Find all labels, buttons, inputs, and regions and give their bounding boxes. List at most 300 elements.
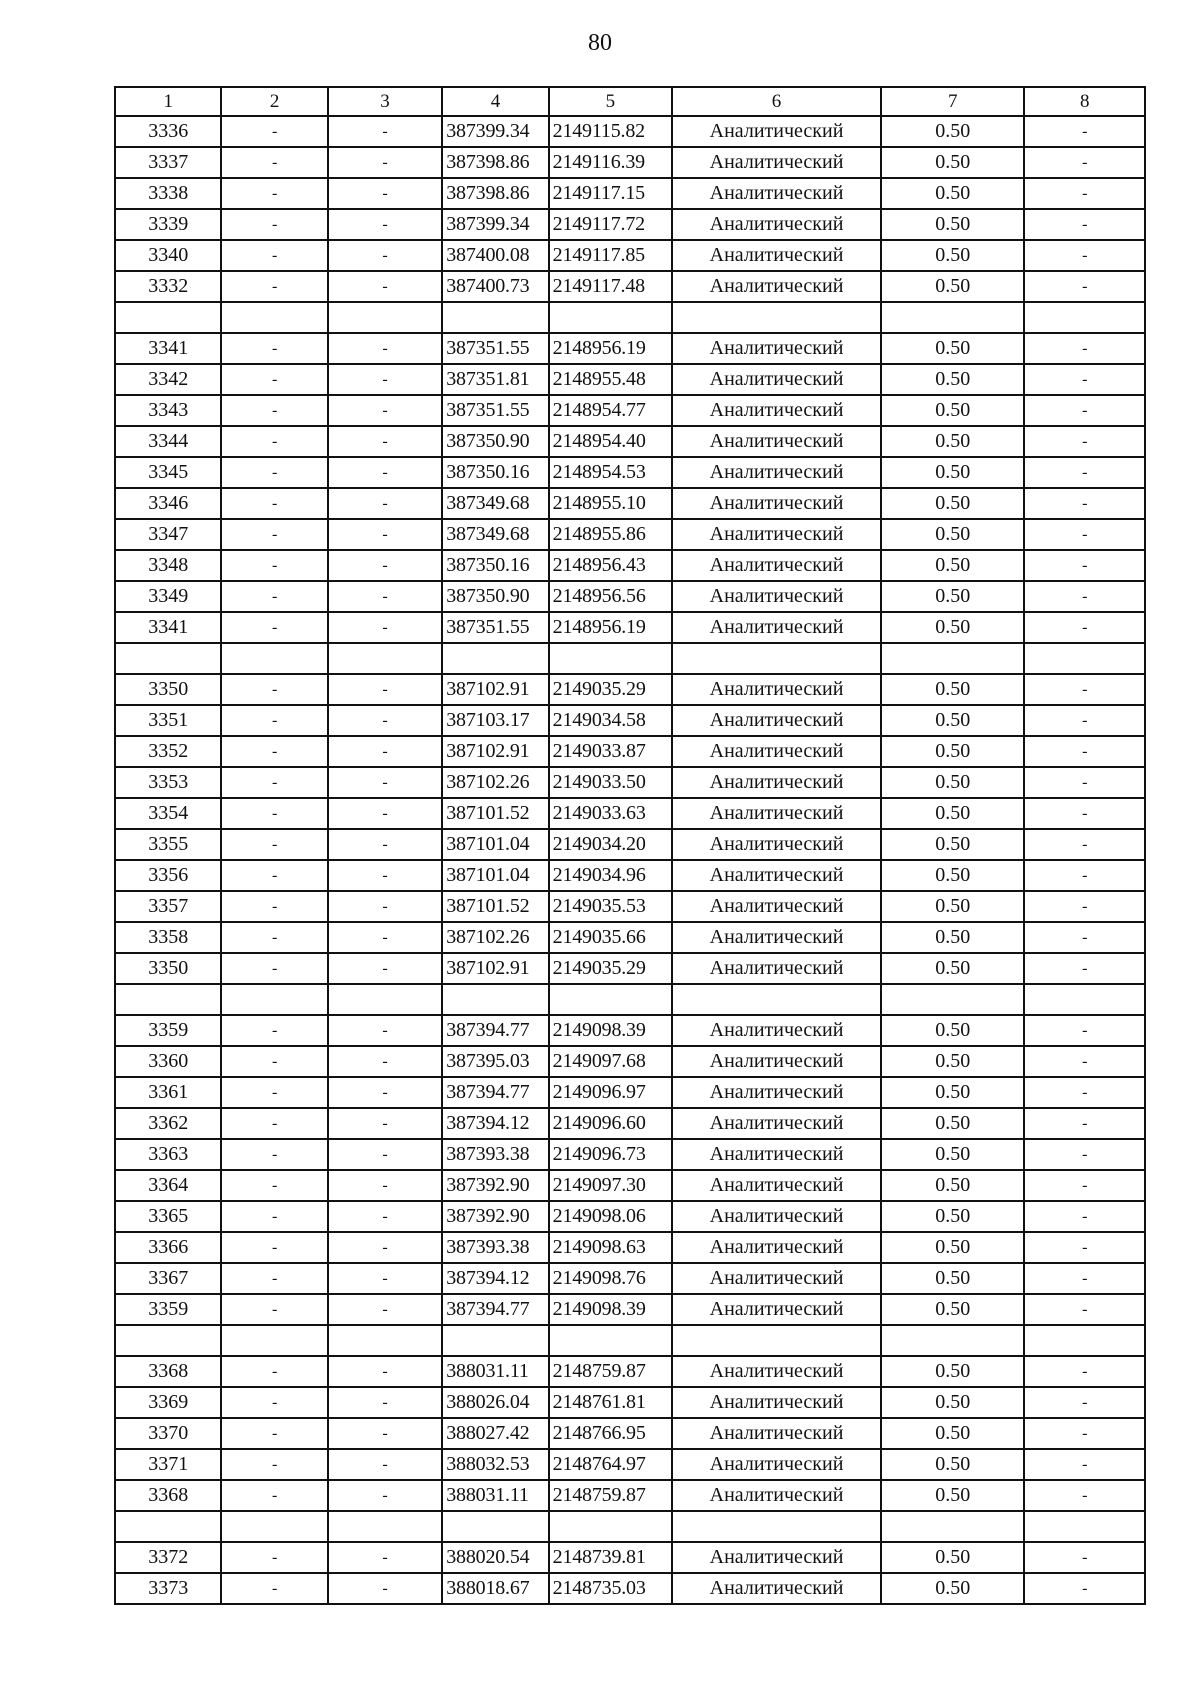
- table-cell: 2148735.03: [549, 1573, 672, 1604]
- table-cell: -: [328, 457, 442, 488]
- table-cell: 2149033.63: [549, 798, 672, 829]
- table-cell: 387351.55: [442, 612, 548, 643]
- table-cell: 0.50: [881, 581, 1025, 612]
- empty-cell: [328, 1511, 442, 1542]
- table-row: [115, 1139, 1145, 1170]
- table-cell: -: [221, 333, 327, 364]
- table-cell: -: [328, 1294, 442, 1325]
- table-cell: 2149098.39: [549, 1294, 672, 1325]
- table-cell: 387351.55: [442, 333, 548, 364]
- table-cell: 0.50: [881, 1263, 1025, 1294]
- table-row: [115, 1263, 1145, 1294]
- table-cell: -: [328, 1201, 442, 1232]
- table-cell: -: [328, 333, 442, 364]
- table-cell: Аналитический: [672, 1015, 881, 1046]
- table-cell: Аналитический: [672, 457, 881, 488]
- empty-cell: [672, 1511, 881, 1542]
- table-cell: 2148955.86: [549, 519, 672, 550]
- table-cell: 3373: [115, 1573, 221, 1604]
- table-cell: 2148954.53: [549, 457, 672, 488]
- table-cell: 3365: [115, 1201, 221, 1232]
- table-cell: 387392.90: [442, 1201, 548, 1232]
- table-cell: Аналитический: [672, 1542, 881, 1573]
- table-row: [115, 1015, 1145, 1046]
- empty-cell: [328, 1325, 442, 1356]
- table-cell: 387399.34: [442, 209, 548, 240]
- empty-cell: [672, 643, 881, 674]
- table-cell: -: [221, 1201, 327, 1232]
- table-cell: 0.50: [881, 1232, 1025, 1263]
- table-cell: -: [1024, 1108, 1145, 1139]
- table-cell: -: [221, 550, 327, 581]
- table-row: [115, 1108, 1145, 1139]
- table-cell: -: [328, 395, 442, 426]
- table-cell: 0.50: [881, 674, 1025, 705]
- table-cell: 3366: [115, 1232, 221, 1263]
- table-row: [115, 1573, 1145, 1604]
- table-cell: -: [328, 1170, 442, 1201]
- table-cell: -: [328, 488, 442, 519]
- table-row: [115, 1480, 1145, 1511]
- table-cell: -: [328, 860, 442, 891]
- table-cell: 0.50: [881, 922, 1025, 953]
- table-cell: 0.50: [881, 457, 1025, 488]
- table-cell: 0.50: [881, 705, 1025, 736]
- table-row: [115, 271, 1145, 302]
- table-row: [115, 395, 1145, 426]
- table-cell: -: [1024, 209, 1145, 240]
- empty-cell: [881, 984, 1025, 1015]
- empty-cell: [115, 643, 221, 674]
- empty-cell: [549, 643, 672, 674]
- table-cell: 3339: [115, 209, 221, 240]
- table-cell: Аналитический: [672, 1418, 881, 1449]
- table-cell: 387350.90: [442, 581, 548, 612]
- table-cell: 387394.77: [442, 1015, 548, 1046]
- table-cell: -: [221, 1480, 327, 1511]
- empty-cell: [1024, 984, 1145, 1015]
- table-cell: Аналитический: [672, 1573, 881, 1604]
- separator-row: [115, 643, 1145, 674]
- table-cell: 2149096.73: [549, 1139, 672, 1170]
- table-cell: -: [1024, 953, 1145, 984]
- table-cell: 2149035.29: [549, 674, 672, 705]
- table-cell: 3359: [115, 1015, 221, 1046]
- table-cell: 2149098.39: [549, 1015, 672, 1046]
- table-cell: -: [328, 271, 442, 302]
- table-cell: 2149098.06: [549, 1201, 672, 1232]
- table-row: [115, 674, 1145, 705]
- table-cell: 387395.03: [442, 1046, 548, 1077]
- table-cell: 0.50: [881, 1015, 1025, 1046]
- table-cell: -: [1024, 1418, 1145, 1449]
- table-cell: Аналитический: [672, 333, 881, 364]
- table-cell: 2149096.60: [549, 1108, 672, 1139]
- table-cell: -: [1024, 1573, 1145, 1604]
- table-cell: 3337: [115, 147, 221, 178]
- table-cell: 2149035.29: [549, 953, 672, 984]
- table-cell: -: [221, 891, 327, 922]
- table-cell: Аналитический: [672, 1387, 881, 1418]
- table-cell: Аналитический: [672, 550, 881, 581]
- table-cell: 387400.08: [442, 240, 548, 271]
- table-cell: 3359: [115, 1294, 221, 1325]
- table-cell: 0.50: [881, 767, 1025, 798]
- table-cell: -: [328, 1573, 442, 1604]
- table-row: [115, 488, 1145, 519]
- table-cell: 387102.91: [442, 953, 548, 984]
- table-cell: -: [221, 1232, 327, 1263]
- table-cell: 3341: [115, 333, 221, 364]
- table-cell: 0.50: [881, 209, 1025, 240]
- table-cell: Аналитический: [672, 240, 881, 271]
- table-cell: -: [328, 581, 442, 612]
- table-cell: -: [221, 1449, 327, 1480]
- table-cell: 387394.12: [442, 1263, 548, 1294]
- table-cell: 387400.73: [442, 271, 548, 302]
- table-cell: -: [1024, 581, 1145, 612]
- table-cell: -: [221, 116, 327, 147]
- table-cell: -: [1024, 116, 1145, 147]
- table-cell: 0.50: [881, 1077, 1025, 1108]
- table-cell: Аналитический: [672, 1480, 881, 1511]
- table-cell: 2149034.20: [549, 829, 672, 860]
- table-cell: Аналитический: [672, 674, 881, 705]
- column-header: 4: [442, 87, 548, 116]
- table-row: [115, 519, 1145, 550]
- table-cell: Аналитический: [672, 891, 881, 922]
- empty-cell: [115, 302, 221, 333]
- empty-cell: [672, 984, 881, 1015]
- table-cell: -: [1024, 1387, 1145, 1418]
- table-cell: 0.50: [881, 364, 1025, 395]
- table-cell: 3344: [115, 426, 221, 457]
- table-row: [115, 612, 1145, 643]
- table-cell: Аналитический: [672, 705, 881, 736]
- column-header: 6: [672, 87, 881, 116]
- table-cell: 0.50: [881, 488, 1025, 519]
- table-cell: 387350.16: [442, 457, 548, 488]
- table-cell: 2148739.81: [549, 1542, 672, 1573]
- table-row: [115, 829, 1145, 860]
- table-cell: -: [1024, 1480, 1145, 1511]
- table-cell: -: [221, 1542, 327, 1573]
- empty-cell: [328, 302, 442, 333]
- table-cell: 2149117.15: [549, 178, 672, 209]
- table-row: [115, 767, 1145, 798]
- table-cell: 0.50: [881, 891, 1025, 922]
- table-cell: Аналитический: [672, 519, 881, 550]
- table-cell: 2149097.30: [549, 1170, 672, 1201]
- empty-cell: [549, 1325, 672, 1356]
- table-cell: -: [328, 1232, 442, 1263]
- table-cell: -: [328, 116, 442, 147]
- table-cell: -: [1024, 395, 1145, 426]
- table-cell: -: [221, 1015, 327, 1046]
- table-cell: -: [221, 209, 327, 240]
- table-cell: 0.50: [881, 147, 1025, 178]
- table-cell: Аналитический: [672, 1201, 881, 1232]
- table-cell: Аналитический: [672, 116, 881, 147]
- table-cell: 387102.91: [442, 736, 548, 767]
- table-row: [115, 1046, 1145, 1077]
- table-cell: -: [1024, 1263, 1145, 1294]
- table-cell: -: [221, 271, 327, 302]
- table-cell: -: [1024, 612, 1145, 643]
- table-cell: Аналитический: [672, 426, 881, 457]
- table-cell: 2148956.43: [549, 550, 672, 581]
- table-cell: 3368: [115, 1356, 221, 1387]
- empty-cell: [115, 1325, 221, 1356]
- table-row: [115, 1077, 1145, 1108]
- table-cell: -: [221, 953, 327, 984]
- table-row: [115, 1170, 1145, 1201]
- table-cell: Аналитический: [672, 1449, 881, 1480]
- empty-cell: [328, 643, 442, 674]
- table-cell: -: [1024, 1201, 1145, 1232]
- table-cell: 3336: [115, 116, 221, 147]
- table-cell: 3338: [115, 178, 221, 209]
- table-cell: -: [1024, 1139, 1145, 1170]
- table-cell: -: [1024, 1015, 1145, 1046]
- table-cell: 388020.54: [442, 1542, 548, 1573]
- empty-cell: [1024, 643, 1145, 674]
- table-cell: -: [1024, 1077, 1145, 1108]
- table-cell: Аналитический: [672, 1263, 881, 1294]
- table-row: [115, 798, 1145, 829]
- table-cell: 0.50: [881, 1139, 1025, 1170]
- table-cell: -: [328, 705, 442, 736]
- table-cell: Аналитический: [672, 767, 881, 798]
- table-cell: 2148955.48: [549, 364, 672, 395]
- table-cell: 0.50: [881, 178, 1025, 209]
- table-row: [115, 581, 1145, 612]
- table-cell: 2148766.95: [549, 1418, 672, 1449]
- table-cell: 0.50: [881, 1170, 1025, 1201]
- table-cell: 2148956.19: [549, 612, 672, 643]
- empty-cell: [221, 984, 327, 1015]
- column-header: 5: [549, 87, 672, 116]
- table-cell: -: [328, 550, 442, 581]
- table-cell: -: [1024, 1294, 1145, 1325]
- empty-cell: [221, 1325, 327, 1356]
- table-cell: -: [1024, 1170, 1145, 1201]
- table-cell: 2148759.87: [549, 1356, 672, 1387]
- table-cell: -: [328, 1108, 442, 1139]
- table-cell: 387394.77: [442, 1077, 548, 1108]
- table-cell: -: [221, 488, 327, 519]
- empty-cell: [672, 1325, 881, 1356]
- table-cell: 2149035.66: [549, 922, 672, 953]
- table-cell: 0.50: [881, 1542, 1025, 1573]
- table-cell: 387398.86: [442, 178, 548, 209]
- table-cell: Аналитический: [672, 1170, 881, 1201]
- table-cell: 2149033.50: [549, 767, 672, 798]
- table-cell: 3345: [115, 457, 221, 488]
- table-cell: 2149115.82: [549, 116, 672, 147]
- table-cell: 0.50: [881, 1294, 1025, 1325]
- table-cell: -: [328, 1046, 442, 1077]
- table-cell: Аналитический: [672, 395, 881, 426]
- table-cell: 0.50: [881, 116, 1025, 147]
- table-cell: -: [221, 705, 327, 736]
- table-cell: -: [1024, 147, 1145, 178]
- table-cell: 2149098.76: [549, 1263, 672, 1294]
- table-row: [115, 178, 1145, 209]
- table-cell: -: [328, 209, 442, 240]
- table-cell: 0.50: [881, 798, 1025, 829]
- table-cell: 2148955.10: [549, 488, 672, 519]
- table-row: [115, 426, 1145, 457]
- table-cell: 388031.11: [442, 1356, 548, 1387]
- table-cell: -: [328, 519, 442, 550]
- separator-row: [115, 984, 1145, 1015]
- table-cell: Аналитический: [672, 1077, 881, 1108]
- table-cell: Аналитический: [672, 860, 881, 891]
- table-cell: -: [221, 922, 327, 953]
- page-number: 80: [588, 30, 612, 56]
- table-cell: 3343: [115, 395, 221, 426]
- table-cell: 3348: [115, 550, 221, 581]
- empty-cell: [881, 1325, 1025, 1356]
- table-cell: 387101.04: [442, 829, 548, 860]
- column-header: 7: [881, 87, 1025, 116]
- empty-cell: [881, 1511, 1025, 1542]
- table-cell: 3332: [115, 271, 221, 302]
- table-cell: Аналитический: [672, 147, 881, 178]
- table-cell: -: [1024, 1356, 1145, 1387]
- table-cell: 3370: [115, 1418, 221, 1449]
- table-cell: -: [1024, 736, 1145, 767]
- table-cell: 3372: [115, 1542, 221, 1573]
- empty-cell: [221, 302, 327, 333]
- table-cell: -: [328, 736, 442, 767]
- table-cell: -: [328, 612, 442, 643]
- table-cell: -: [221, 674, 327, 705]
- table-cell: 3361: [115, 1077, 221, 1108]
- table-cell: 3350: [115, 953, 221, 984]
- table-cell: 3341: [115, 612, 221, 643]
- table-cell: 387351.55: [442, 395, 548, 426]
- table-cell: -: [221, 581, 327, 612]
- table-cell: -: [221, 736, 327, 767]
- table-cell: 387349.68: [442, 519, 548, 550]
- table-row: [115, 922, 1145, 953]
- table-cell: -: [221, 364, 327, 395]
- table-cell: -: [328, 1387, 442, 1418]
- table-row: [115, 705, 1145, 736]
- table-cell: Аналитический: [672, 1356, 881, 1387]
- table-cell: -: [221, 612, 327, 643]
- table-cell: 387399.34: [442, 116, 548, 147]
- table-cell: -: [221, 1139, 327, 1170]
- table-cell: 3363: [115, 1139, 221, 1170]
- table-cell: -: [328, 1542, 442, 1573]
- empty-cell: [115, 984, 221, 1015]
- table-cell: 3347: [115, 519, 221, 550]
- coordinates-table: [114, 86, 1146, 1605]
- table-cell: 3371: [115, 1449, 221, 1480]
- table-cell: -: [1024, 1046, 1145, 1077]
- table-cell: -: [221, 1170, 327, 1201]
- table-cell: 3358: [115, 922, 221, 953]
- table-cell: 2149097.68: [549, 1046, 672, 1077]
- table-cell: -: [328, 1418, 442, 1449]
- table-cell: 2149117.72: [549, 209, 672, 240]
- table-row: [115, 953, 1145, 984]
- table-cell: 0.50: [881, 426, 1025, 457]
- table-cell: Аналитический: [672, 829, 881, 860]
- table-cell: 3350: [115, 674, 221, 705]
- table-cell: 2148956.56: [549, 581, 672, 612]
- table-cell: 387350.90: [442, 426, 548, 457]
- table-row: [115, 333, 1145, 364]
- table-cell: 387394.77: [442, 1294, 548, 1325]
- table-cell: 387350.16: [442, 550, 548, 581]
- table-cell: -: [221, 1046, 327, 1077]
- table-cell: 3357: [115, 891, 221, 922]
- table-cell: 3356: [115, 860, 221, 891]
- separator-row: [115, 1511, 1145, 1542]
- table-cell: -: [328, 1263, 442, 1294]
- table-cell: -: [1024, 1232, 1145, 1263]
- table-cell: -: [328, 1480, 442, 1511]
- table-cell: -: [328, 240, 442, 271]
- empty-cell: [442, 643, 548, 674]
- table-cell: -: [328, 426, 442, 457]
- table-cell: -: [328, 1015, 442, 1046]
- table-cell: 0.50: [881, 550, 1025, 581]
- table-cell: 387398.86: [442, 147, 548, 178]
- table-cell: Аналитический: [672, 488, 881, 519]
- table-cell: -: [221, 1263, 327, 1294]
- table-cell: -: [1024, 829, 1145, 860]
- table-cell: -: [221, 147, 327, 178]
- table-cell: Аналитический: [672, 736, 881, 767]
- empty-cell: [1024, 302, 1145, 333]
- separator-row: [115, 1325, 1145, 1356]
- table-cell: 3353: [115, 767, 221, 798]
- empty-cell: [549, 1511, 672, 1542]
- table-cell: 388031.11: [442, 1480, 548, 1511]
- table-cell: 0.50: [881, 1356, 1025, 1387]
- table-cell: 0.50: [881, 1201, 1025, 1232]
- table-cell: Аналитический: [672, 953, 881, 984]
- table-cell: -: [328, 922, 442, 953]
- table-cell: 0.50: [881, 1418, 1025, 1449]
- table-cell: 387103.17: [442, 705, 548, 736]
- table-cell: 387102.26: [442, 922, 548, 953]
- table-cell: -: [1024, 426, 1145, 457]
- column-header: 2: [221, 87, 327, 116]
- table-cell: -: [1024, 457, 1145, 488]
- table-cell: -: [1024, 333, 1145, 364]
- table-cell: -: [1024, 1542, 1145, 1573]
- table-cell: -: [1024, 488, 1145, 519]
- table-cell: 2149034.58: [549, 705, 672, 736]
- table-cell: 0.50: [881, 1480, 1025, 1511]
- table-cell: -: [1024, 705, 1145, 736]
- table-cell: 3346: [115, 488, 221, 519]
- table-cell: 0.50: [881, 860, 1025, 891]
- table-cell: -: [221, 767, 327, 798]
- table-cell: 388032.53: [442, 1449, 548, 1480]
- table-cell: 3367: [115, 1263, 221, 1294]
- table-cell: Аналитический: [672, 1108, 881, 1139]
- table-cell: 0.50: [881, 1108, 1025, 1139]
- empty-cell: [881, 302, 1025, 333]
- table-row: [115, 1294, 1145, 1325]
